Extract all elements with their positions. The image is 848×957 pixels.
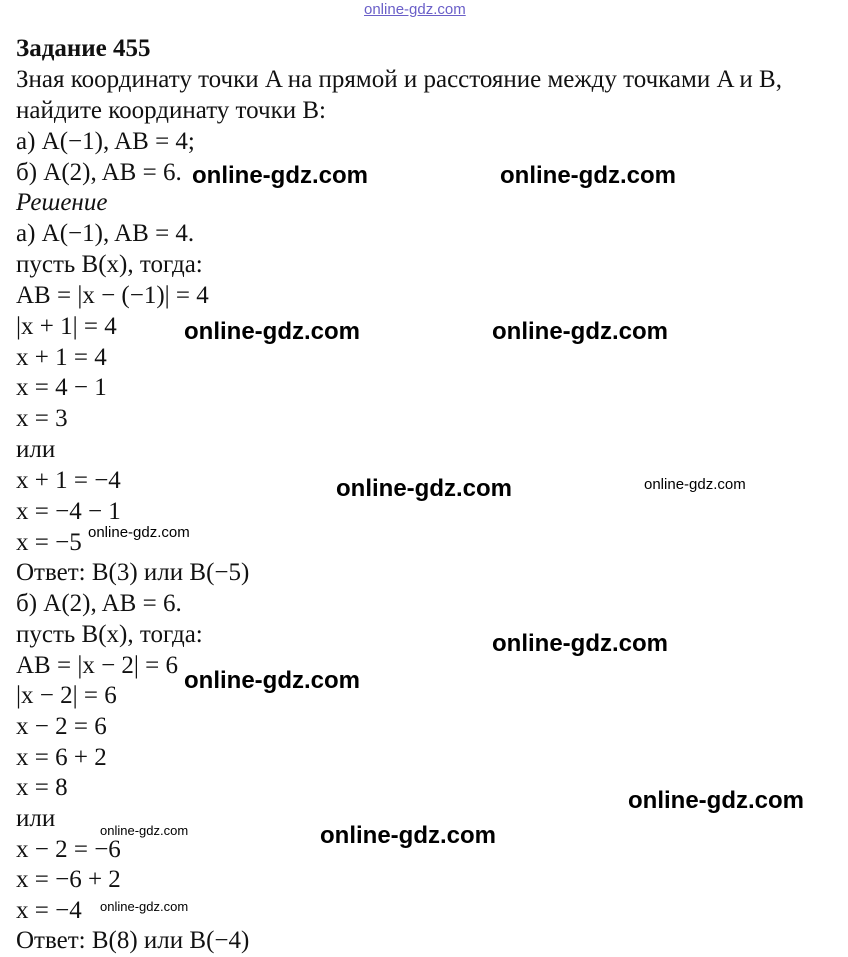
watermark: online-gdz.com [184,318,360,345]
watermark: online-gdz.com [88,524,190,541]
watermark: online-gdz.com [628,787,804,814]
watermark: online-gdz.com [644,476,746,493]
solution-line: пусть B(x), тогда: [16,621,203,648]
solution-line: x = 8 [16,774,68,801]
watermark: online-gdz.com [100,823,189,838]
solution-line: б) A(2), AB = 6. [16,590,182,617]
solution-line: x − 2 = 6 [16,713,107,740]
watermark: online-gdz.com [500,162,676,189]
solution-line: а) A(−1), AB = 4. [16,220,195,247]
task-item-a: а) A(−1), AB = 4; [16,128,195,155]
task-statement-line-1: Зная координату точки A на прямой и расстояние между точками A и B, [16,66,782,93]
solution-line: x = −5 [16,529,82,556]
answer-b: Ответ: B(8) или B(−4) [16,927,250,954]
solution-heading: Решение [16,189,108,216]
solution-line: x = 4 − 1 [16,374,107,401]
watermark: online-gdz.com [492,318,668,345]
solution-line: AB = |x − 2| = 6 [16,652,179,679]
watermark: online-gdz.com [184,667,360,694]
watermark: online-gdz.com [492,630,668,657]
header-watermark-link[interactable]: online-gdz.com [364,1,466,18]
solution-line: AB = |x − (−1)| = 4 [16,282,209,309]
answer-a: Ответ: B(3) или B(−5) [16,559,250,586]
solution-line: пусть B(x), тогда: [16,251,203,278]
solution-line: или [16,805,56,832]
solution-line: x = −4 [16,897,82,924]
solution-line: |x + 1| = 4 [16,313,117,340]
task-item-b: б) A(2), AB = 6. [16,159,182,186]
solution-line: x = 3 [16,405,68,432]
solution-line: x + 1 = −4 [16,467,121,494]
solution-line: или [16,436,56,463]
watermark: online-gdz.com [100,899,189,914]
solution-line: x = −4 − 1 [16,498,121,525]
solution-line: x = 6 + 2 [16,744,107,771]
solution-line: x − 2 = −6 [16,836,121,863]
solution-line: x + 1 = 4 [16,344,107,371]
watermark: online-gdz.com [192,162,368,189]
solution-line: |x − 2| = 6 [16,682,117,709]
watermark: online-gdz.com [336,475,512,502]
task-statement-line-2: найдите координату точки B: [16,97,326,124]
solution-line: x = −6 + 2 [16,866,121,893]
watermark: online-gdz.com [320,822,496,849]
task-title: Задание 455 [16,35,151,62]
